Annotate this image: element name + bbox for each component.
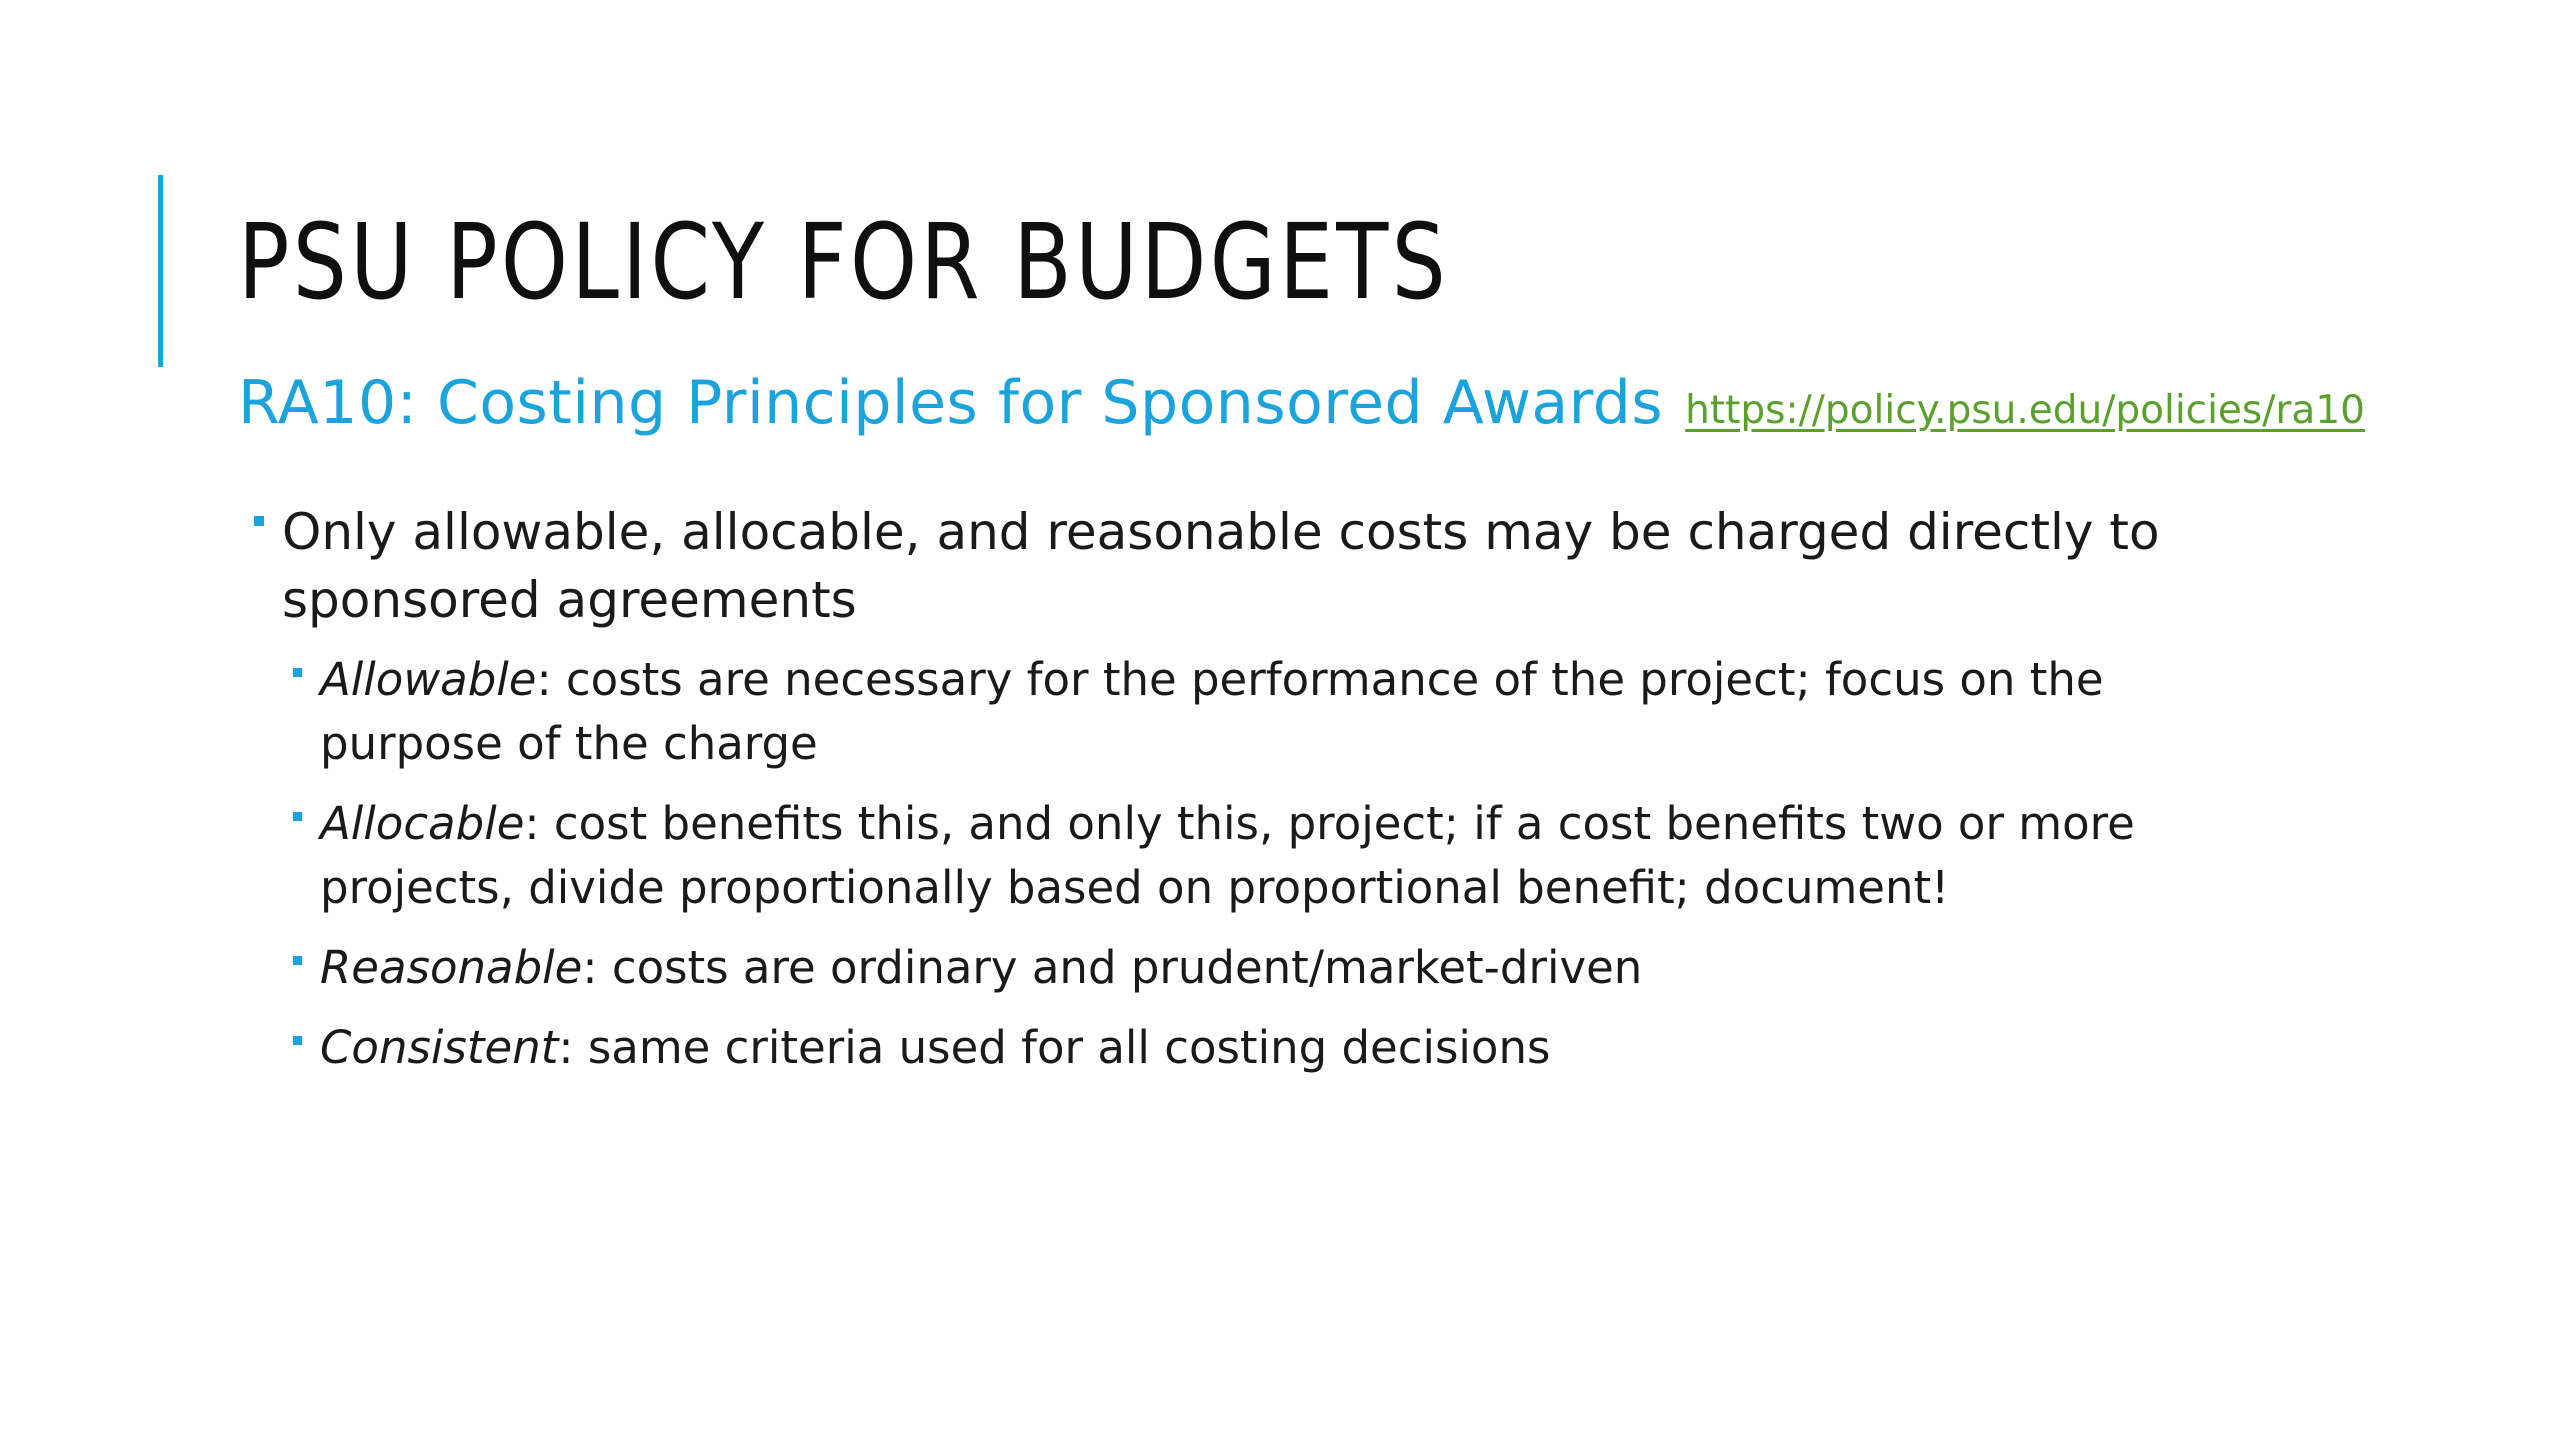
sub-bullet-reasonable xyxy=(290,936,2220,1000)
sub-bullet-text: : costs are necessary for the performance of the project; focus on the purpose of the charge xyxy=(320,653,2104,770)
slide-subtitle: RA10: Costing Principles for Sponsored Awards xyxy=(238,368,1664,438)
slide-title: PSU POLICY FOR BUDGETS xyxy=(238,201,1450,323)
policy-link[interactable]: https://policy.psu.edu/policies/ra10 xyxy=(1685,388,2365,433)
sub-bullet-consistent xyxy=(290,1016,2220,1080)
sub-bullet-term: Reasonable xyxy=(320,941,583,994)
sub-bullet-term: Allocable xyxy=(320,797,525,850)
main-bullet xyxy=(250,498,2370,634)
sub-bullet-term: Consistent xyxy=(320,1021,559,1074)
sub-bullet-term: Allowable xyxy=(320,653,537,706)
main-bullet-text: Only allowable, allocable, and reasonable costs may be charged directly to sponsored agreements xyxy=(282,503,2160,629)
subtitle-line xyxy=(238,368,2365,438)
slide-content xyxy=(250,498,2370,1096)
sub-bullet-list xyxy=(250,648,2370,1080)
sub-bullet-text: : cost benefits this, and only this, project; if a cost benefits two or more projects, divide proportionally based on proportional benefit; document! xyxy=(320,797,2135,914)
title-accent-bar xyxy=(158,175,163,367)
sub-bullet-allowable xyxy=(290,648,2220,776)
sub-bullet-text: : costs are ordinary and prudent/market-driven xyxy=(582,941,1643,994)
sub-bullet-text: : same criteria used for all costing decisions xyxy=(558,1021,1551,1074)
sub-bullet-allocable xyxy=(290,792,2220,920)
